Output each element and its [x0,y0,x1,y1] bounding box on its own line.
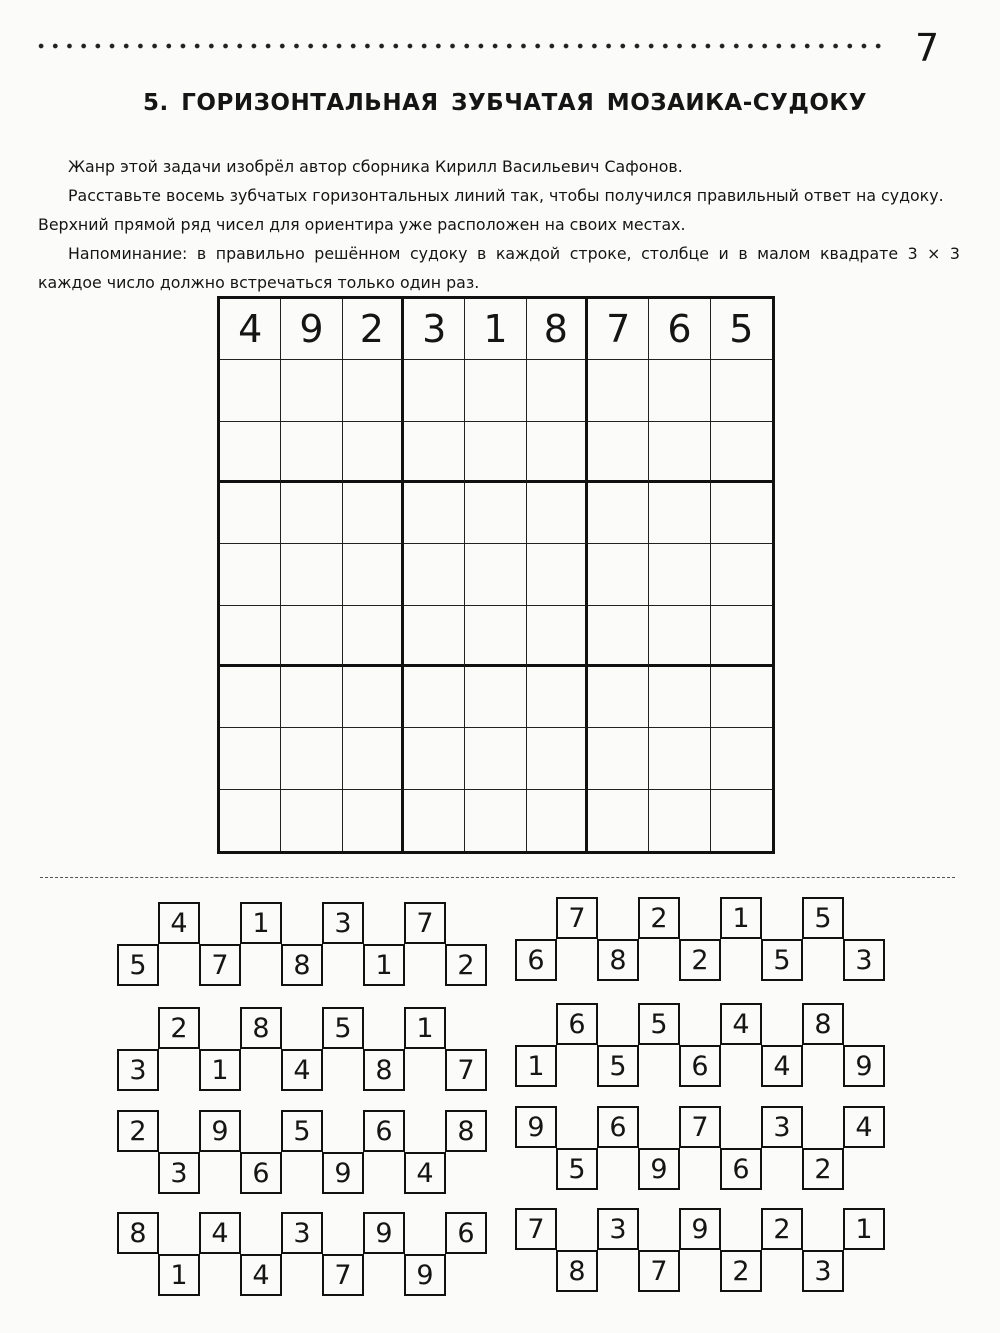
sudoku-empty-cell[interactable] [465,728,526,789]
strip-cell-lower: 5 [556,1148,598,1190]
strip-cell-upper: 9 [199,1110,241,1152]
strip-cell-upper: 2 [117,1110,159,1152]
sudoku-empty-cell[interactable] [343,790,404,851]
sudoku-empty-cell[interactable] [588,667,649,728]
strip-cell-upper: 6 [597,1106,639,1148]
strip-cell-upper: 6 [363,1110,405,1152]
strip-cell-lower: 8 [281,944,323,986]
sudoku-empty-cell[interactable] [711,544,772,605]
strip-cell-upper: 9 [363,1212,405,1254]
strip-cell-upper: 6 [445,1212,487,1254]
strip-cell-lower: 2 [720,1250,762,1292]
instruction-paragraph: Напоминание: в правильно решённом судоку в каждой строке, столбце и в малом квадрате 3 × 3 каждое число должно встречаться только один раз. [38,244,960,292]
strip-cell-upper: 4 [843,1106,885,1148]
sudoku-empty-cell[interactable] [281,483,342,544]
sudoku-empty-cell[interactable] [404,360,465,421]
dashed-divider [40,877,955,878]
sudoku-empty-cell[interactable] [649,728,710,789]
strip-cell-lower: 6 [240,1152,282,1194]
strip-cell-upper: 5 [281,1110,323,1152]
strip-cell-lower: 7 [445,1049,487,1091]
sudoku-empty-cell[interactable] [465,483,526,544]
sudoku-empty-cell[interactable] [281,667,342,728]
sudoku-empty-cell[interactable] [649,790,710,851]
strip-cell-lower: 2 [679,939,721,981]
sudoku-empty-cell[interactable] [220,728,281,789]
strip-cell-upper: 5 [638,1003,680,1045]
sudoku-empty-cell[interactable] [527,606,588,667]
strip-cell-upper: 4 [720,1003,762,1045]
strip-cell-upper: 6 [556,1003,598,1045]
sudoku-empty-cell[interactable] [588,422,649,483]
strip-cell-lower: 1 [158,1254,200,1296]
strip-cell-lower: 2 [445,944,487,986]
strip-cell-lower: 4 [240,1254,282,1296]
sudoku-empty-cell[interactable] [527,483,588,544]
sudoku-empty-cell[interactable] [281,360,342,421]
sudoku-empty-cell[interactable] [404,606,465,667]
strip-cell-lower: 1 [515,1045,557,1087]
strip-cell-lower: 7 [322,1254,364,1296]
sudoku-empty-cell[interactable] [711,606,772,667]
sudoku-empty-cell[interactable] [649,667,710,728]
sudoku-empty-cell[interactable] [404,790,465,851]
strip-cell-upper: 2 [761,1208,803,1250]
sudoku-empty-cell[interactable] [404,667,465,728]
strip-cell-upper: 1 [404,1007,446,1049]
strip-cell-upper: 1 [720,897,762,939]
strip-cell-lower: 4 [281,1049,323,1091]
sudoku-given-cell: 7 [588,299,649,360]
instruction-paragraph: Верхний прямой ряд чисел для ориентира уже расположен на своих местах. [38,215,686,234]
sudoku-empty-cell[interactable] [343,667,404,728]
strip-cell-upper: 8 [240,1007,282,1049]
strip-cell-upper: 1 [240,902,282,944]
sudoku-given-cell: 8 [527,299,588,360]
strip-cell-lower: 6 [515,939,557,981]
sudoku-grid [217,296,775,854]
sudoku-empty-cell[interactable] [649,360,710,421]
strip-cell-upper: 7 [679,1106,721,1148]
sudoku-given-cell: 3 [404,299,465,360]
sudoku-empty-cell[interactable] [220,544,281,605]
sudoku-empty-cell[interactable] [220,790,281,851]
strip-cell-upper: 1 [843,1208,885,1250]
strip-cell-lower: 8 [597,939,639,981]
sudoku-given-cell: 6 [649,299,710,360]
sudoku-empty-cell[interactable] [343,422,404,483]
sudoku-given-cell: 4 [220,299,281,360]
sudoku-empty-cell[interactable] [711,728,772,789]
strip-cell-upper: 7 [515,1208,557,1250]
sudoku-empty-cell[interactable] [281,422,342,483]
sudoku-empty-cell[interactable] [711,422,772,483]
instruction-paragraph: Жанр этой задачи изобрёл автор сборника Кирилл Васильевич Сафонов. [68,157,683,176]
strip-cell-upper: 3 [322,902,364,944]
strip-cell-lower: 6 [679,1045,721,1087]
sudoku-empty-cell[interactable] [465,360,526,421]
strip-cell-lower: 9 [638,1148,680,1190]
sudoku-empty-cell[interactable] [220,667,281,728]
strip-cell-lower: 4 [404,1152,446,1194]
sudoku-empty-cell[interactable] [404,544,465,605]
strip-cell-lower: 3 [802,1250,844,1292]
sudoku-empty-cell[interactable] [465,790,526,851]
sudoku-empty-cell[interactable] [343,544,404,605]
sudoku-empty-cell[interactable] [343,606,404,667]
strip-cell-lower: 8 [363,1049,405,1091]
strip-cell-upper: 4 [158,902,200,944]
strip-cell-lower: 1 [363,944,405,986]
strip-cell-upper: 8 [802,1003,844,1045]
sudoku-given-cell: 2 [343,299,404,360]
sudoku-empty-cell[interactable] [281,606,342,667]
sudoku-empty-cell[interactable] [711,790,772,851]
sudoku-empty-cell[interactable] [588,360,649,421]
strip-cell-lower: 9 [843,1045,885,1087]
sudoku-empty-cell[interactable] [711,360,772,421]
strip-cell-lower: 4 [761,1045,803,1087]
sudoku-empty-cell[interactable] [220,483,281,544]
sudoku-empty-cell[interactable] [527,360,588,421]
sudoku-empty-cell[interactable] [588,728,649,789]
sudoku-empty-cell[interactable] [343,728,404,789]
sudoku-given-cell: 5 [711,299,772,360]
sudoku-empty-cell[interactable] [404,728,465,789]
sudoku-empty-cell[interactable] [649,606,710,667]
strip-cell-lower: 7 [638,1250,680,1292]
strip-cell-lower: 9 [404,1254,446,1296]
strip-cell-upper: 4 [199,1212,241,1254]
sudoku-empty-cell[interactable] [527,422,588,483]
page-title: 5. ГОРИЗОНТАЛЬНАЯ ЗУБЧАТАЯ МОЗАИКА-СУДОКУ [143,90,867,116]
sudoku-empty-cell[interactable] [220,606,281,667]
strip-cell-upper: 9 [515,1106,557,1148]
strip-cell-lower: 5 [597,1045,639,1087]
strip-cell-lower: 8 [556,1250,598,1292]
sudoku-empty-cell[interactable] [465,667,526,728]
sudoku-empty-cell[interactable] [281,728,342,789]
strip-cell-upper: 2 [158,1007,200,1049]
sudoku-empty-cell[interactable] [588,544,649,605]
strip-cell-upper: 3 [281,1212,323,1254]
strip-cell-lower: 6 [720,1148,762,1190]
instructions [38,152,960,297]
sudoku-empty-cell[interactable] [465,544,526,605]
strip-cell-lower: 3 [158,1152,200,1194]
page-number: 7 [915,26,940,70]
strip-cell-upper: 2 [638,897,680,939]
sudoku-empty-cell[interactable] [527,667,588,728]
sudoku-empty-cell[interactable] [465,422,526,483]
strip-cell-lower: 3 [117,1049,159,1091]
sudoku-empty-cell[interactable] [527,790,588,851]
sudoku-empty-cell[interactable] [588,606,649,667]
strip-cell-lower: 7 [199,944,241,986]
strip-cell-upper: 5 [322,1007,364,1049]
sudoku-empty-cell[interactable] [465,606,526,667]
sudoku-given-cell: 1 [465,299,526,360]
sudoku-empty-cell[interactable] [527,544,588,605]
sudoku-empty-cell[interactable] [404,483,465,544]
strip-cell-lower: 5 [117,944,159,986]
sudoku-given-cell: 9 [281,299,342,360]
sudoku-empty-cell[interactable] [220,422,281,483]
sudoku-empty-cell[interactable] [281,790,342,851]
sudoku-empty-cell[interactable] [649,544,710,605]
instruction-paragraph: Расставьте восемь зубчатых горизонтальных линий так, чтобы получился правильный ответ на судоку. [68,186,944,205]
strip-cell-upper: 5 [802,897,844,939]
sudoku-empty-cell[interactable] [527,728,588,789]
sudoku-empty-cell[interactable] [711,483,772,544]
sudoku-empty-cell[interactable] [588,483,649,544]
sudoku-empty-cell[interactable] [649,483,710,544]
strip-cell-lower: 9 [322,1152,364,1194]
sudoku-empty-cell[interactable] [281,544,342,605]
sudoku-empty-cell[interactable] [649,422,710,483]
strip-cell-upper: 8 [117,1212,159,1254]
sudoku-empty-cell[interactable] [404,422,465,483]
sudoku-empty-cell[interactable] [711,667,772,728]
strip-cell-lower: 1 [199,1049,241,1091]
strip-cell-upper: 3 [597,1208,639,1250]
strip-cell-upper: 8 [445,1110,487,1152]
strip-cell-upper: 3 [761,1106,803,1148]
sudoku-empty-cell[interactable] [588,790,649,851]
sudoku-empty-cell[interactable] [343,483,404,544]
strip-cell-lower: 5 [761,939,803,981]
sudoku-empty-cell[interactable] [220,360,281,421]
dotted-header-rule [34,40,884,52]
strip-cell-upper: 7 [404,902,446,944]
strip-cell-upper: 9 [679,1208,721,1250]
strip-cell-lower: 2 [802,1148,844,1190]
strip-cell-lower: 3 [843,939,885,981]
sudoku-empty-cell[interactable] [343,360,404,421]
strip-cell-upper: 7 [556,897,598,939]
